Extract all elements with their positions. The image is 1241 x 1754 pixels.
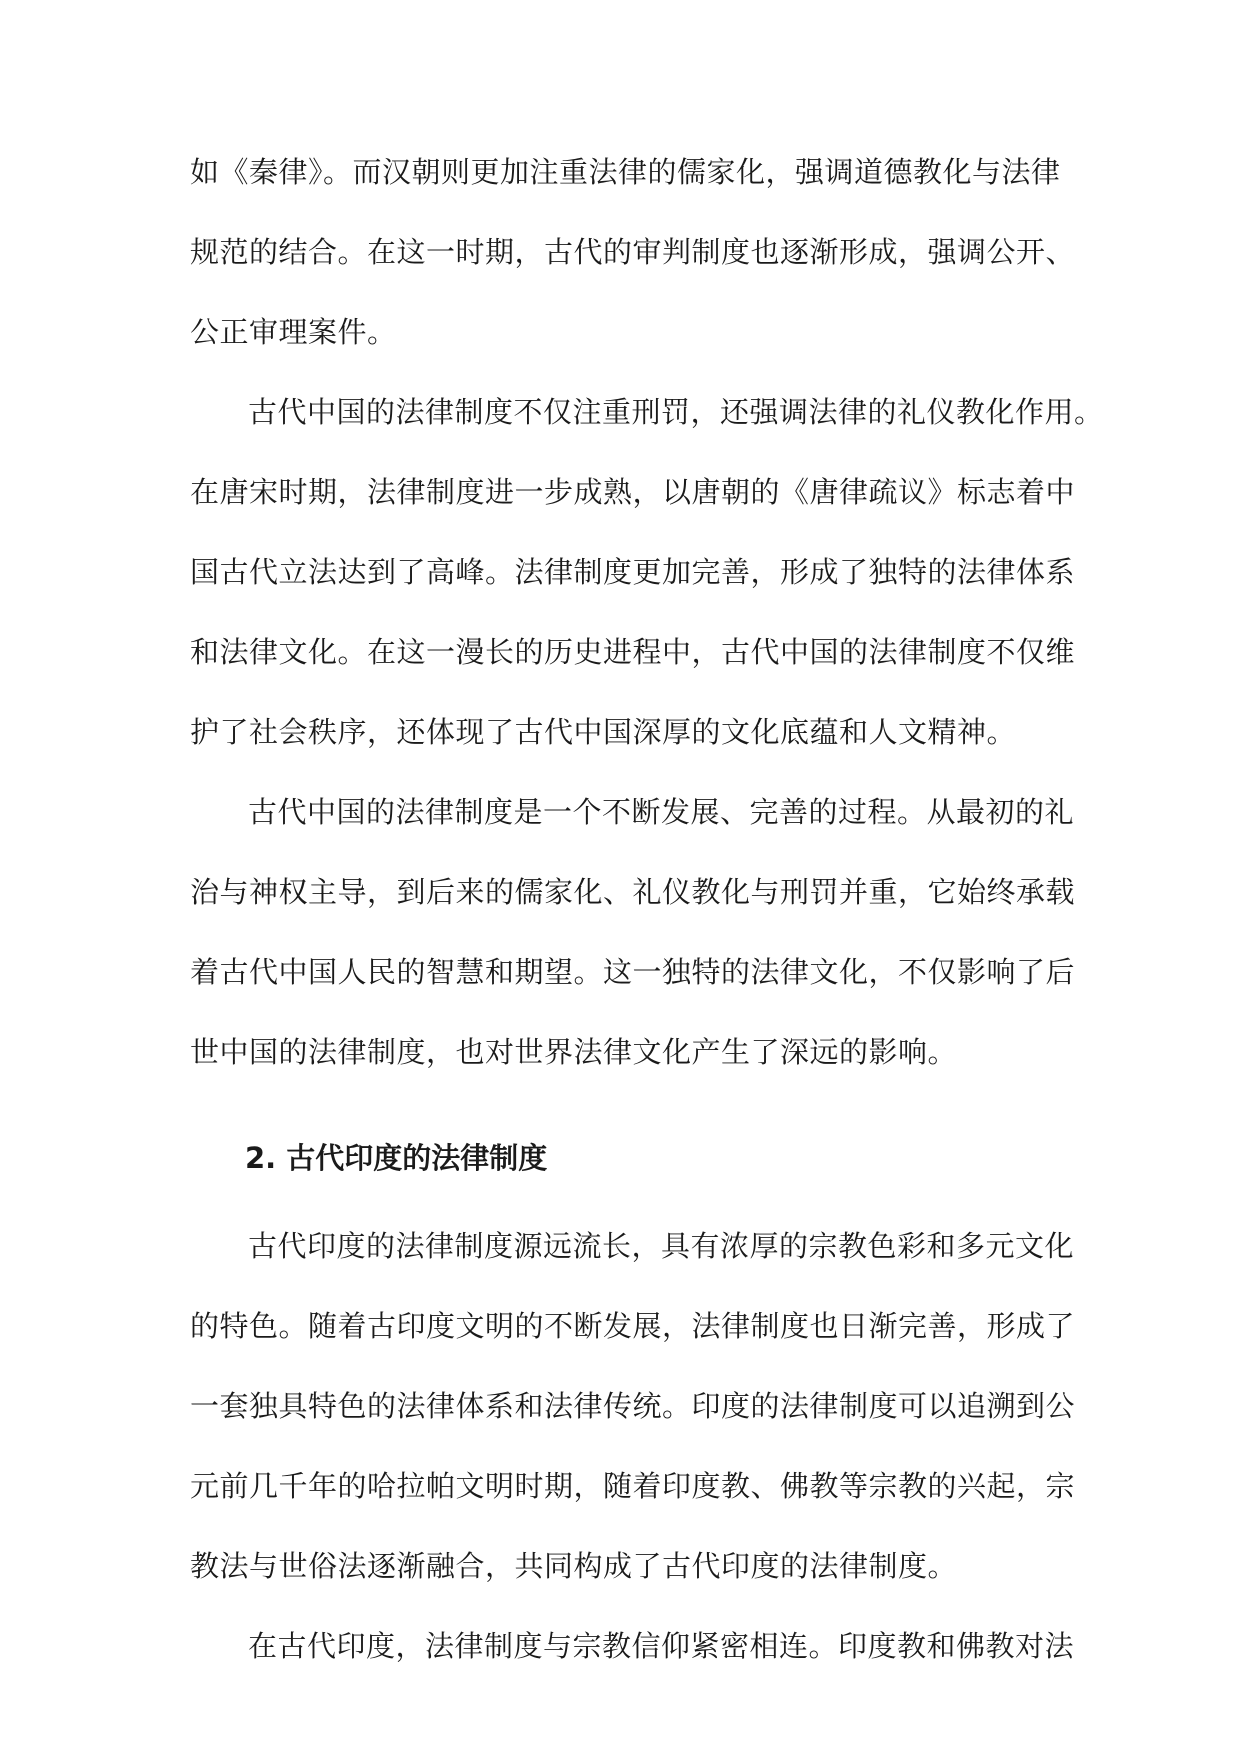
section-heading: 2. 古代印度的法律制度 bbox=[245, 1141, 548, 1175]
paragraph-4-line-2: 的特色。随着古印度文明的不断发展，法律制度也日渐完善，形成了 bbox=[190, 1309, 1076, 1343]
paragraph-1-line-3: 公正审理案件。 bbox=[190, 315, 397, 349]
paragraph-2-line-1: 古代中国的法律制度不仅注重刑罚，还强调法律的礼仪教化作用。 bbox=[248, 395, 1104, 429]
paragraph-4-line-5: 教法与世俗法逐渐融合，共同构成了古代印度的法律制度。 bbox=[190, 1549, 958, 1583]
paragraph-2-line-5: 护了社会秩序，还体现了古代中国深厚的文化底蕴和人文精神。 bbox=[190, 715, 1017, 749]
paragraph-4-line-3: 一套独具特色的法律体系和法律传统。印度的法律制度可以追溯到公 bbox=[190, 1389, 1076, 1423]
paragraph-1-line-1: 如《秦律》。而汉朝则更加注重法律的儒家化，强调道德教化与法律 bbox=[190, 155, 1061, 189]
paragraph-4-line-4: 元前几千年的哈拉帕文明时期，随着印度教、佛教等宗教的兴起，宗 bbox=[190, 1469, 1076, 1503]
paragraph-3-line-2: 治与神权主导，到后来的儒家化、礼仪教化与刑罚并重，它始终承载 bbox=[190, 875, 1076, 909]
paragraph-3-line-1: 古代中国的法律制度是一个不断发展、完善的过程。从最初的礼 bbox=[248, 795, 1075, 829]
paragraph-3-line-4: 世中国的法律制度，也对世界法律文化产生了深远的影响。 bbox=[190, 1035, 958, 1069]
paragraph-5-line-1: 在古代印度，法律制度与宗教信仰紧密相连。印度教和佛教对法 bbox=[248, 1629, 1075, 1663]
paragraph-2-line-2: 在唐宋时期，法律制度进一步成熟，以唐朝的《唐律疏议》标志着中 bbox=[190, 475, 1076, 509]
paragraph-2-line-4: 和法律文化。在这一漫长的历史进程中，古代中国的法律制度不仅维 bbox=[190, 635, 1076, 669]
paragraph-1-line-2: 规范的结合。在这一时期，古代的审判制度也逐渐形成，强调公开、 bbox=[190, 235, 1076, 269]
paragraph-4-line-1: 古代印度的法律制度源远流长，具有浓厚的宗教色彩和多元文化 bbox=[248, 1229, 1075, 1263]
paragraph-3-line-3: 着古代中国人民的智慧和期望。这一独特的法律文化，不仅影响了后 bbox=[190, 955, 1076, 989]
paragraph-2-line-3: 国古代立法达到了高峰。法律制度更加完善，形成了独特的法律体系 bbox=[190, 555, 1076, 589]
